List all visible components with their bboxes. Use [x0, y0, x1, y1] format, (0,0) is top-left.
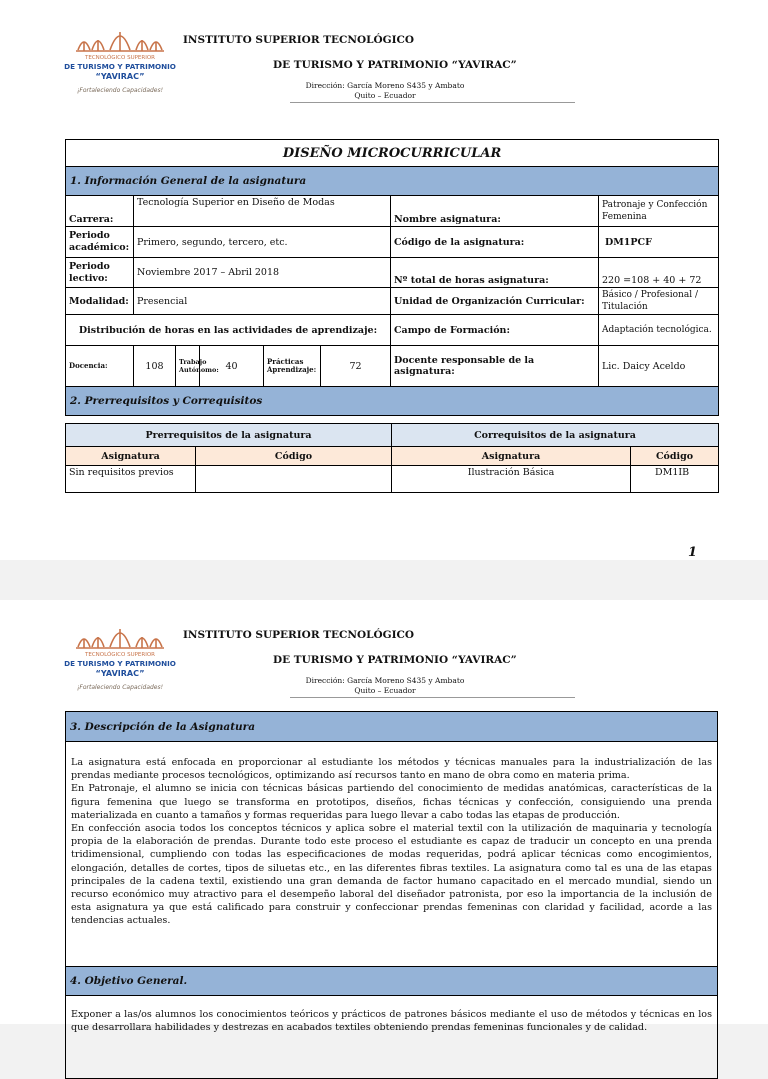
trabajo-autonomo-value: 40 [200, 346, 264, 387]
page-2 [0, 600, 768, 1034]
prereq-codigo-value [196, 466, 392, 493]
section3-title: 3. Descripción de la Asignatura [66, 712, 718, 742]
prereq-col-codigo: Código [196, 447, 392, 466]
address [300, 81, 470, 101]
trabajo-autonomo-label: Trabajo Autónomo: [176, 346, 200, 387]
carrera-label: Carrera: [66, 196, 134, 227]
nombre-asignatura-label: Nombre asignatura: [391, 196, 599, 227]
coreq-codigo-value: DM1IB [631, 466, 719, 493]
objective-text: Exponer a las/os alumnos los conocimientos teóricos y prácticos de patrones básicos mediante el uso de métodos y técnicas en los que desarrollara habilidades y destrezas en acabados textiles obteniendo prendas femeninas funcionales y de calidad. [71, 1009, 712, 1034]
description-paragraph: En confección asocia todos los conceptos técnicos y aplica sobre el material textil con la utilización de maquinaria y tecnología propia de la elaboración de prendas. Durante todo este proceso el estudiante es capaz de traducir un concepto en una prenda tridimensional, cumpliendo con todas las especificaciones de modas requeridas, podrá aplicar técnicas como encogimientos, elongación, detalles de cortes, tipos de siluetas etc., en las diferentes fibras textiles. La asignatura como tal es una de las etapas principales de la cadena textil, existiendo una gran demanda de factor humano capacitado en el mercado mundial, siendo un recurso económico muy atractivo para el desempeño laboral del diseñador patronista, por eso la importancia de la inclusión de esta asignatura ya que está calificado para construir y confeccionar prendas femeninas con claridad y facilidad, acorde a las tendencias actuales. [71, 823, 712, 927]
carrera-value: Tecnología Superior en Diseño de Modas [134, 196, 391, 227]
practicas-value: 72 [321, 346, 391, 387]
periodo-lectivo-value: Noviembre 2017 – Abril 2018 [134, 258, 391, 288]
codigo-asignatura-label: Código de la asignatura: [391, 227, 599, 258]
section4-title: 4. Objetivo General. [66, 967, 718, 996]
coreq-col-codigo: Código [631, 447, 719, 466]
address-line1: Dirección: García Moreno S435 y Ambato [305, 676, 465, 685]
institution-name-line2: DE TURISMO Y PATRIMONIO “YAVIRAC” [273, 59, 517, 71]
modalidad-value: Presencial [134, 288, 391, 315]
prerequisites-header: Prerrequisitos de la asignatura [66, 424, 392, 447]
coreq-asignatura-value: Ilustración Básica [392, 466, 631, 493]
svg-text:TECNOLÓGICO SUPERIOR: TECNOLÓGICO SUPERIOR [84, 55, 156, 61]
description-table [65, 711, 718, 1079]
svg-text:“YAVIRAC”: “YAVIRAC” [95, 72, 145, 81]
svg-text:DE TURISMO Y PATRIMONIO: DE TURISMO Y PATRIMONIO [64, 659, 176, 668]
docente-responsable-value: Lic. Daicy Aceldo [599, 346, 719, 387]
prereq-col-asignatura: Asignatura [66, 447, 196, 466]
logo-building-icon [64, 20, 176, 88]
institution-name-line2: DE TURISMO Y PATRIMONIO “YAVIRAC” [273, 654, 517, 666]
address-line2: Quito – Ecuador [354, 91, 416, 100]
practicas-label: Prácticas Aprendizaje: [264, 346, 321, 387]
periodo-academico-label: Periodo académico: [66, 227, 134, 258]
campo-formacion-label: Campo de Formación: [391, 315, 599, 346]
total-horas-value: 220 =108 + 40 + 72 [599, 258, 719, 288]
docencia-label: Docencia: [66, 346, 134, 387]
svg-text:DE TURISMO Y PATRIMONIO: DE TURISMO Y PATRIMONIO [64, 62, 176, 71]
coreq-col-asignatura: Asignatura [392, 447, 631, 466]
unidad-organizacion-label: Unidad de Organización Curricular: [391, 288, 599, 315]
description-paragraph: En Patronaje, el alumno se inicia con técnicas básicas partiendo del conocimiento de medidas anatómicas, características de la figura femenina que luego se transforma en prototipos, diseños, fichas técnicas y confección, consiguiendo una prenda materializada en cuanto a tamaños y formas requeridas para luego llevar a cabo todas las etapas de producción. [71, 783, 712, 821]
codigo-asignatura-value: DM1PCF [599, 227, 719, 258]
unidad-organizacion-value: Básico / Profesional / Titulación [599, 288, 719, 315]
total-horas-label: Nº total de horas asignatura: [391, 258, 599, 288]
address-line2: Quito – Ecuador [354, 686, 416, 695]
page-number: 1 [688, 545, 698, 560]
description-paragraph: La asignatura está enfocada en proporcionar al estudiante los métodos y técnicas manuales para la industrialización de las prendas mediante procesos tecnológicos, optimizando así recursos tanto en mano de obra como en materia prima. [71, 757, 712, 782]
institution-name-line1: INSTITUTO SUPERIOR TECNOLÓGICO [183, 629, 415, 641]
distribucion-horas-label: Distribución de horas en las actividades de aprendizaje: [66, 315, 391, 346]
corequisites-header: Correquisitos de la asignatura [392, 424, 719, 447]
section4-objective [66, 996, 718, 1079]
docente-responsable-label: Docente responsable de la asignatura: [391, 346, 599, 387]
document-title: DISEÑO MICROCURRICULAR [66, 140, 719, 167]
logo-tagline: ¡Fortaleciendo Capacidades! [76, 684, 164, 691]
docencia-value: 108 [134, 346, 176, 387]
section3-description [66, 742, 718, 967]
institute-logo [64, 617, 176, 697]
svg-text:“YAVIRAC”: “YAVIRAC” [95, 669, 145, 678]
institute-logo [64, 20, 176, 100]
campo-formacion-value: Adaptación tecnológica. [599, 315, 719, 346]
header-divider [290, 102, 575, 103]
logo-building-icon [64, 617, 176, 685]
header-divider [290, 697, 575, 698]
section2-title: 2. Prerrequisitos y Correquisitos [66, 387, 719, 416]
section1-title: 1. Información General de la asignatura [66, 167, 719, 196]
modalidad-label: Modalidad: [66, 288, 134, 315]
logo-tagline: ¡Fortaleciendo Capacidades! [76, 87, 164, 94]
address [300, 676, 470, 696]
svg-text:TECNOLÓGICO SUPERIOR: TECNOLÓGICO SUPERIOR [84, 652, 156, 658]
institution-name-line1: INSTITUTO SUPERIOR TECNOLÓGICO [183, 34, 415, 46]
address-line1: Dirección: García Moreno S435 y Ambato [305, 81, 465, 90]
general-info-table [65, 139, 719, 416]
prerequisites-table [65, 423, 719, 493]
nombre-asignatura-value: Patronaje y Confección Femenina [599, 196, 719, 227]
periodo-lectivo-label: Periodo lectivo: [66, 258, 134, 288]
periodo-academico-value: Primero, segundo, tercero, etc. [134, 227, 391, 258]
prereq-asignatura-value: Sin requisitos previos [66, 466, 196, 493]
